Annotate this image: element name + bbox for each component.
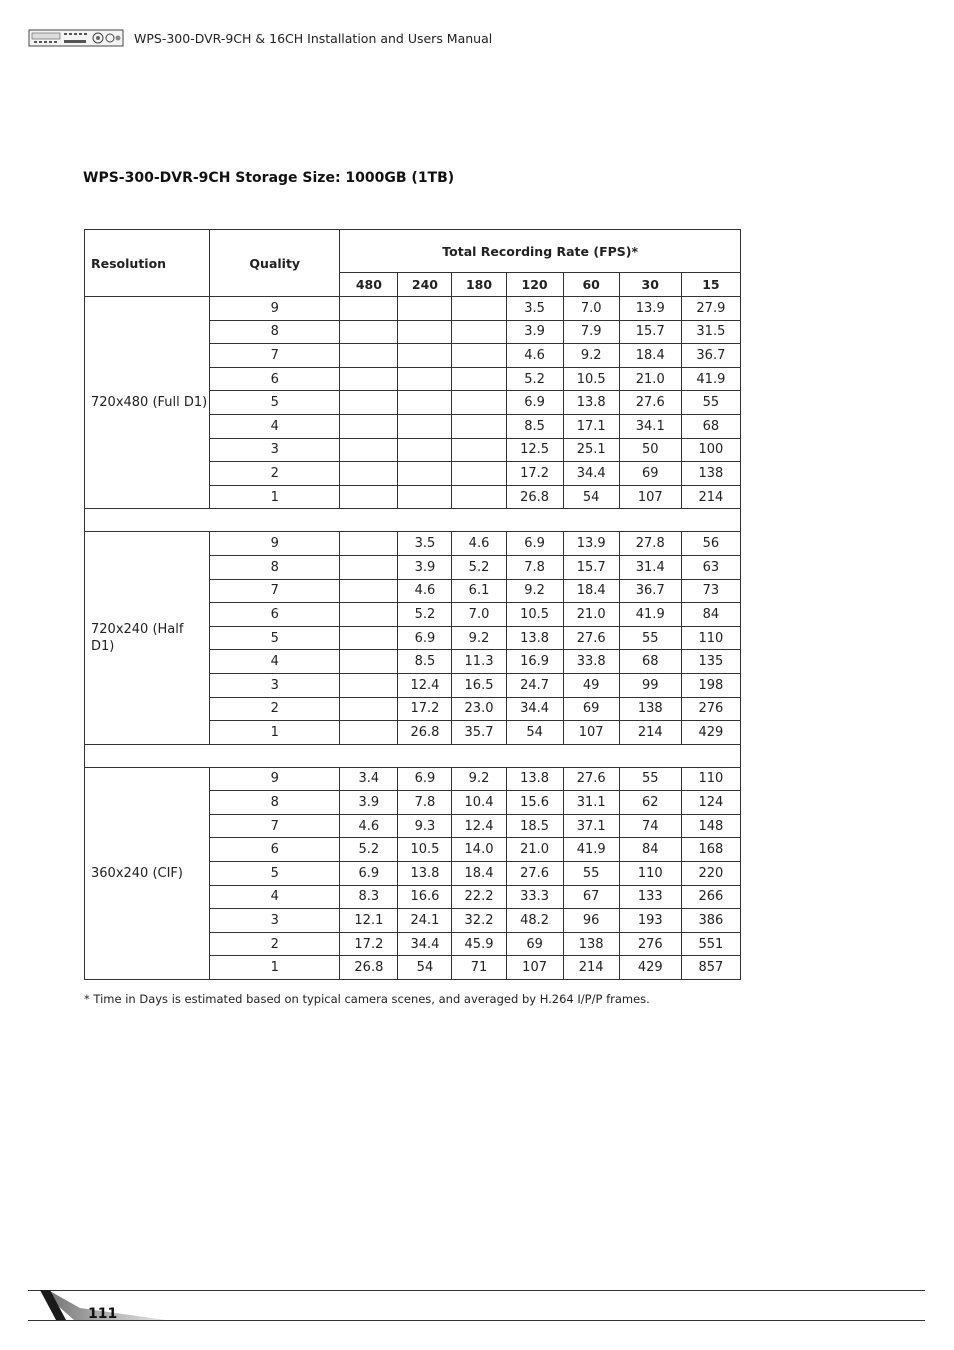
value-cell: 45.9 [452,932,506,956]
quality-cell: 8 [210,791,340,815]
value-cell: 7.9 [563,320,619,344]
quality-cell: 8 [210,320,340,344]
value-cell: 3.4 [340,767,398,791]
value-cell: 107 [506,956,563,980]
value-cell: 73 [681,579,740,603]
value-cell: 18.4 [619,344,681,368]
quality-cell: 5 [210,626,340,650]
value-cell: 96 [563,909,619,933]
quality-header: Quality [210,230,340,297]
fps-header: 480 [340,273,398,297]
value-cell: 168 [681,838,740,862]
quality-cell: 5 [210,862,340,886]
value-cell: 13.8 [506,767,563,791]
value-cell: 33.8 [563,650,619,674]
value-cell: 5.2 [398,603,452,627]
value-cell: 16.9 [506,650,563,674]
value-cell: 8.5 [398,650,452,674]
value-cell: 10.5 [398,838,452,862]
value-cell: 4.6 [452,532,506,556]
value-cell: 4.6 [506,344,563,368]
value-cell: 9.3 [398,814,452,838]
value-cell: 9.2 [506,579,563,603]
value-cell: 41.9 [619,603,681,627]
value-cell: 34.1 [619,414,681,438]
value-cell: 551 [681,932,740,956]
value-cell [340,485,398,509]
value-cell: 32.2 [452,909,506,933]
quality-cell: 9 [210,532,340,556]
value-cell [340,673,398,697]
value-cell: 5.2 [452,555,506,579]
value-cell: 84 [681,603,740,627]
value-cell: 16.6 [398,885,452,909]
value-cell: 55 [619,626,681,650]
value-cell: 17.2 [340,932,398,956]
value-cell: 14.0 [452,838,506,862]
quality-cell: 3 [210,438,340,462]
group-spacer-row [85,509,741,532]
value-cell: 23.0 [452,697,506,721]
value-cell: 107 [619,485,681,509]
value-cell: 3.9 [340,791,398,815]
fps-header: 30 [619,273,681,297]
recording-rate-table [84,229,741,980]
value-cell: 148 [681,814,740,838]
value-cell: 3.5 [398,532,452,556]
quality-cell: 7 [210,814,340,838]
value-cell: 27.6 [506,862,563,886]
value-cell: 56 [681,532,740,556]
value-cell: 138 [681,462,740,486]
value-cell: 138 [619,697,681,721]
value-cell: 6.9 [398,626,452,650]
value-cell: 62 [619,791,681,815]
footnote: * Time in Days is estimated based on typical camera scenes, and averaged by H.264 I/P/P frames. [84,992,650,1006]
value-cell: 34.4 [398,932,452,956]
resolution-cell: 720x480 (Full D1) [85,297,210,509]
value-cell [398,344,452,368]
value-cell: 3.5 [506,297,563,321]
value-cell: 69 [506,932,563,956]
value-cell: 48.2 [506,909,563,933]
value-cell: 9.2 [563,344,619,368]
value-cell: 12.1 [340,909,398,933]
value-cell: 220 [681,862,740,886]
value-cell [398,367,452,391]
value-cell: 9.2 [452,626,506,650]
value-cell: 214 [681,485,740,509]
value-cell: 22.2 [452,885,506,909]
value-cell: 6.1 [452,579,506,603]
section-title: WPS-300-DVR-9CH Storage Size: 1000GB (1TB) [83,170,455,186]
value-cell: 21.0 [563,603,619,627]
quality-cell: 4 [210,885,340,909]
value-cell: 26.8 [340,956,398,980]
fps-header: 60 [563,273,619,297]
value-cell: 6.9 [398,767,452,791]
value-cell: 17.2 [506,462,563,486]
quality-cell: 6 [210,603,340,627]
value-cell: 276 [619,932,681,956]
value-cell: 5.2 [340,838,398,862]
value-cell: 429 [681,721,740,745]
value-cell [452,297,506,321]
value-cell: 16.5 [452,673,506,697]
value-cell [340,650,398,674]
value-cell [340,626,398,650]
value-cell: 18.5 [506,814,563,838]
value-cell: 7.0 [452,603,506,627]
value-cell: 6.9 [340,862,398,886]
value-cell [452,320,506,344]
value-cell [398,438,452,462]
value-cell [340,414,398,438]
value-cell [398,485,452,509]
value-cell: 107 [563,721,619,745]
fps-header: 240 [398,273,452,297]
value-cell: 13.8 [563,391,619,415]
value-cell: 12.4 [398,673,452,697]
quality-cell: 3 [210,909,340,933]
footer-divider [28,1320,925,1321]
value-cell: 49 [563,673,619,697]
value-cell [398,320,452,344]
value-cell: 15.7 [619,320,681,344]
value-cell: 37.1 [563,814,619,838]
quality-cell: 4 [210,650,340,674]
fps-header: 120 [506,273,563,297]
value-cell: 24.1 [398,909,452,933]
value-cell: 7.0 [563,297,619,321]
value-cell [340,532,398,556]
value-cell: 13.9 [563,532,619,556]
value-cell [398,391,452,415]
value-cell: 3.9 [506,320,563,344]
value-cell: 26.8 [398,721,452,745]
value-cell: 31.1 [563,791,619,815]
value-cell: 54 [398,956,452,980]
table-row [85,532,741,556]
value-cell: 138 [563,932,619,956]
value-cell [340,344,398,368]
quality-cell: 5 [210,391,340,415]
value-cell: 74 [619,814,681,838]
value-cell: 18.4 [563,579,619,603]
value-cell: 69 [563,697,619,721]
value-cell [398,414,452,438]
value-cell: 50 [619,438,681,462]
value-cell [452,485,506,509]
value-cell: 55 [563,862,619,886]
value-cell: 25.1 [563,438,619,462]
value-cell [340,367,398,391]
value-cell: 54 [563,485,619,509]
value-cell: 857 [681,956,740,980]
value-cell [452,462,506,486]
value-cell [340,721,398,745]
value-cell [398,462,452,486]
value-cell [340,391,398,415]
page-number: 111 [88,1306,118,1322]
value-cell [340,579,398,603]
spacer-cell [85,744,741,767]
value-cell: 27.6 [563,626,619,650]
value-cell: 266 [681,885,740,909]
value-cell: 110 [681,767,740,791]
total-rate-header: Total Recording Rate (FPS)* [340,230,741,273]
value-cell: 36.7 [619,579,681,603]
document-title: WPS-300-DVR-9CH & 16CH Installation and Users Manual [134,31,493,46]
value-cell [452,367,506,391]
value-cell: 13.8 [506,626,563,650]
value-cell: 10.4 [452,791,506,815]
quality-cell: 6 [210,367,340,391]
value-cell: 193 [619,909,681,933]
value-cell: 27.8 [619,532,681,556]
value-cell [340,462,398,486]
value-cell: 63 [681,555,740,579]
group-spacer-row [85,744,741,767]
value-cell: 276 [681,697,740,721]
value-cell: 68 [619,650,681,674]
table-row [85,297,741,321]
value-cell: 4.6 [398,579,452,603]
value-cell [452,344,506,368]
value-cell: 11.3 [452,650,506,674]
value-cell: 34.4 [506,697,563,721]
value-cell: 21.0 [619,367,681,391]
value-cell: 386 [681,909,740,933]
value-cell: 17.2 [398,697,452,721]
quality-cell: 2 [210,462,340,486]
value-cell [340,438,398,462]
quality-cell: 9 [210,297,340,321]
value-cell: 18.4 [452,862,506,886]
value-cell: 35.7 [452,721,506,745]
value-cell: 13.8 [398,862,452,886]
value-cell [452,438,506,462]
value-cell: 6.9 [506,532,563,556]
value-cell: 110 [619,862,681,886]
value-cell: 198 [681,673,740,697]
table-body [85,297,741,980]
value-cell: 67 [563,885,619,909]
value-cell: 135 [681,650,740,674]
value-cell [340,697,398,721]
value-cell: 12.4 [452,814,506,838]
value-cell: 17.1 [563,414,619,438]
value-cell [340,603,398,627]
value-cell: 7.8 [398,791,452,815]
value-cell: 8.3 [340,885,398,909]
table-row [85,767,741,791]
value-cell: 12.5 [506,438,563,462]
quality-cell: 1 [210,956,340,980]
value-cell: 41.9 [681,367,740,391]
value-cell: 4.6 [340,814,398,838]
value-cell: 15.6 [506,791,563,815]
quality-cell: 7 [210,579,340,603]
value-cell: 26.8 [506,485,563,509]
resolution-header: Resolution [85,230,210,297]
value-cell: 27.6 [563,767,619,791]
page-header [28,26,928,52]
value-cell: 84 [619,838,681,862]
value-cell [340,320,398,344]
value-cell: 124 [681,791,740,815]
value-cell [340,297,398,321]
value-cell [452,391,506,415]
value-cell: 429 [619,956,681,980]
value-cell: 36.7 [681,344,740,368]
value-cell: 27.9 [681,297,740,321]
value-cell: 133 [619,885,681,909]
value-cell: 33.3 [506,885,563,909]
value-cell: 5.2 [506,367,563,391]
value-cell: 34.4 [563,462,619,486]
value-cell: 7.8 [506,555,563,579]
value-cell: 21.0 [506,838,563,862]
value-cell: 99 [619,673,681,697]
spacer-cell [85,509,741,532]
quality-cell: 2 [210,697,340,721]
value-cell: 15.7 [563,555,619,579]
value-cell: 9.2 [452,767,506,791]
value-cell: 68 [681,414,740,438]
value-cell: 41.9 [563,838,619,862]
value-cell: 31.5 [681,320,740,344]
value-cell: 24.7 [506,673,563,697]
quality-cell: 1 [210,721,340,745]
value-cell: 100 [681,438,740,462]
resolution-cell: 720x240 (Half D1) [85,532,210,744]
value-cell: 8.5 [506,414,563,438]
value-cell: 214 [563,956,619,980]
quality-cell: 1 [210,485,340,509]
value-cell: 55 [619,767,681,791]
quality-cell: 4 [210,414,340,438]
value-cell: 3.9 [398,555,452,579]
value-cell: 55 [681,391,740,415]
value-cell [398,297,452,321]
value-cell: 214 [619,721,681,745]
fps-header: 180 [452,273,506,297]
dvr-device-icon [28,28,124,48]
quality-cell: 6 [210,838,340,862]
value-cell [340,555,398,579]
value-cell: 110 [681,626,740,650]
value-cell: 10.5 [506,603,563,627]
value-cell: 69 [619,462,681,486]
value-cell: 31.4 [619,555,681,579]
quality-cell: 7 [210,344,340,368]
value-cell: 13.9 [619,297,681,321]
value-cell: 71 [452,956,506,980]
resolution-cell: 360x240 (CIF) [85,767,210,979]
fps-header: 15 [681,273,740,297]
quality-cell: 8 [210,555,340,579]
value-cell: 6.9 [506,391,563,415]
quality-cell: 9 [210,767,340,791]
value-cell [452,414,506,438]
value-cell: 27.6 [619,391,681,415]
quality-cell: 2 [210,932,340,956]
quality-cell: 3 [210,673,340,697]
value-cell: 54 [506,721,563,745]
value-cell: 10.5 [563,367,619,391]
